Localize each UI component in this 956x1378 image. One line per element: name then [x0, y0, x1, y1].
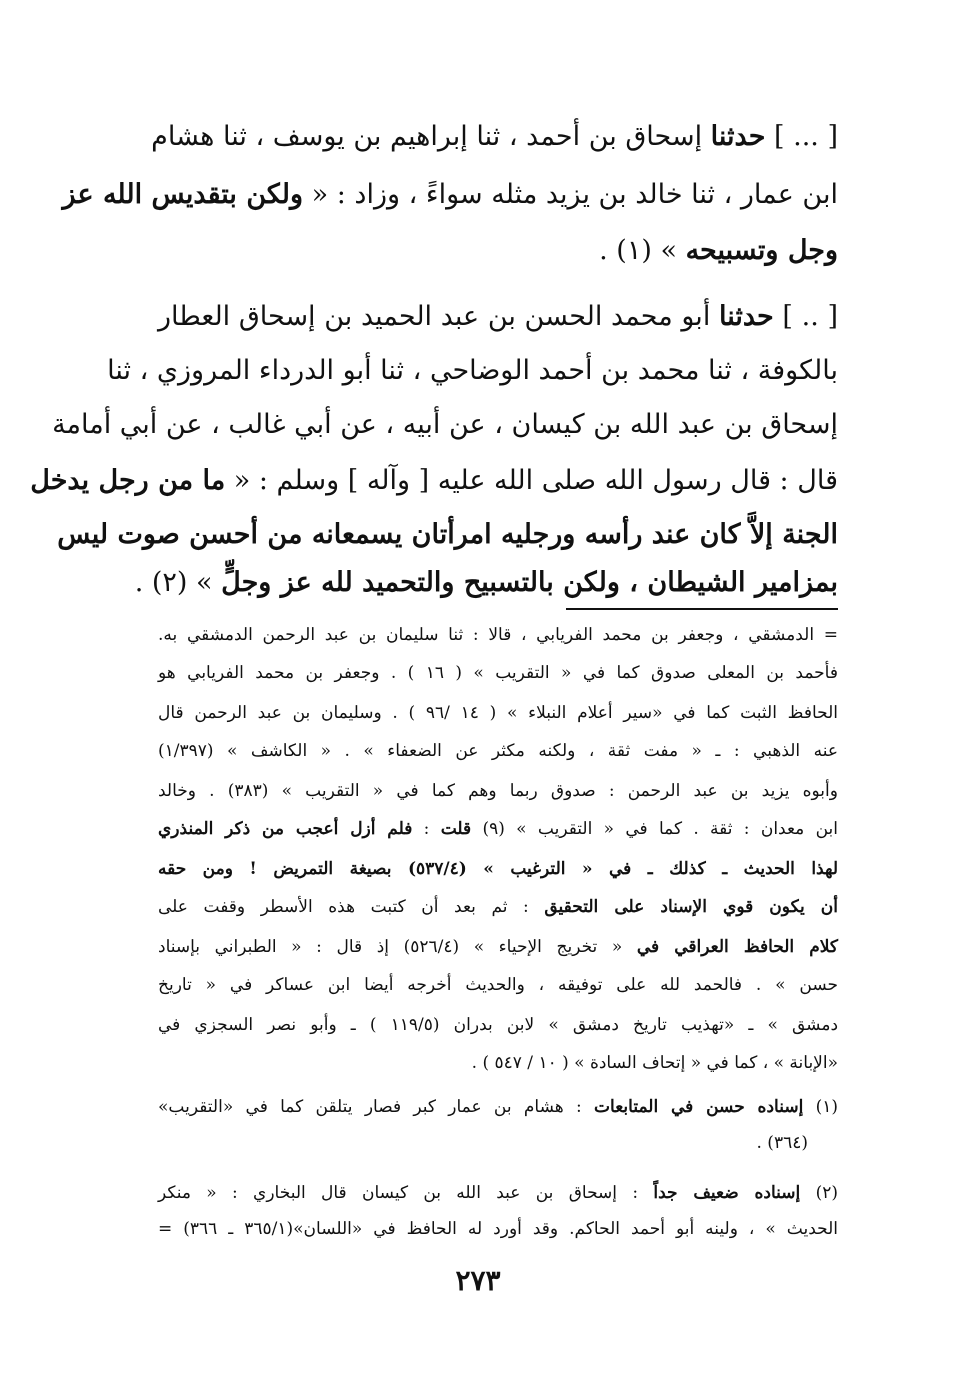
isnad-text: قال : قال رسول الله صلى الله عليه [ وآله ] وسلم : «	[225, 465, 838, 496]
hadith-2-line-2: بالكوفة ، ثنا محمد بن أحمد الوضاحي ، ثنا أبو الدرداء المروزي ، ثنا	[107, 355, 838, 386]
grading-bold: إسناده ضعيف جداً	[653, 1183, 801, 1203]
matn-bold: ولكن بتقديس الله عز	[62, 179, 304, 210]
comment-bold: لهذا الحديث ـ كذلك ـ في « الترغيب » (٥٣٧/٤) بصيغة التمريض ! ومن حقه	[158, 859, 838, 879]
bracket-marker: [ ... ]	[765, 121, 838, 152]
footnote-1-line-2: (٣٦٤) .	[756, 1133, 808, 1153]
footnote-cont-line: فأحمد بن المعلى صدوق كما في « التقريب » ( ١٦ ) . وجعفر بن محمد الفريابي هو	[158, 663, 838, 683]
footnote-text: « تخريج الإحياء » (٥٢٦/٤) إذ قال : « الطبراني بإسناد	[158, 937, 637, 957]
haddathana-bold: حدثنا	[710, 121, 766, 152]
footnote-separator	[566, 608, 838, 610]
matn-bold: بمزامير الشيطان ، ولكن بالتسبيح والتحميد لله عز وجلٍّ	[221, 567, 838, 598]
footnote-text: : ثم بعد أن كتبت هذه الأسطر وقفت على	[158, 897, 545, 917]
isnad-text: ابن عمار ، ثنا خالد بن يزيد مثله سواءً ، وزاد : «	[303, 179, 838, 210]
footnote-cont-line	[158, 890, 838, 924]
footnote-text: :	[412, 819, 441, 839]
isnad-text: إسحاق بن أحمد ، ثنا إبراهيم بن يوسف ، ثنا هشام	[151, 121, 711, 152]
comment-bold: أن يكون قوي الإسناد على التحقيق	[544, 897, 838, 917]
matn-bold: الجنة إلاَّ كان عند رأسه ورجليه امرأتان يسمعانه من أحسن صوت ليس	[57, 519, 838, 550]
matn-bold: ما من رجل يدخل	[30, 465, 226, 496]
comment-bold: كلام الحافظ العراقي في	[636, 937, 839, 957]
footnote-cont-line	[158, 852, 838, 886]
footnote-number: (٢)	[800, 1183, 838, 1203]
footnote-cont-line: عنه الذهبي : ـ « مفت ثقة ، ولكنه مكثر عن الضعفاء » . « الكاشف » (١/٣٩٧)	[158, 741, 839, 761]
hadith-2-line-3: إسحاق بن عبد الله بن كيسان ، عن أبيه ، عن أبي غالب ، عن أبي أمامة	[52, 409, 838, 440]
footnote-cont-line: حسن » . فالحمد لله على توفيقه ، والحديث أخرجه أيضا ابن عساكر في « تاريخ	[158, 975, 838, 995]
qultu-bold: قلت	[440, 819, 472, 839]
footnote-cont-line	[158, 930, 838, 964]
hadith-1-line-2	[62, 170, 838, 220]
footnote-ref: » (١) .	[599, 235, 686, 266]
hadith-1-line-1	[151, 112, 838, 162]
hadith-1-line-3	[158, 226, 838, 276]
hadith-2-line-1	[158, 292, 838, 342]
footnote-text: : هشام بن عمار كبر فصار يتلقن كما في «التقريب»	[158, 1097, 595, 1117]
footnote-cont-line: دمشق » ـ «تهذيب تاريخ دمشق » لابن بدران (١١٩/٥ ) ـ وأبو نصر السجزي في	[158, 1015, 839, 1035]
haddathana-bold: حدثنا	[719, 301, 774, 332]
page-number: ٢٧٣	[455, 1264, 501, 1297]
footnote-cont-line: الحافظ الثبت كما في «سير أعلام النبلاء » ( ١٤ /٩٦ ) . وسليمان بن عبد الرحمن قال	[158, 703, 838, 723]
footnote-2-line-2: الحديث » ، ولينه أبو أحمد الحاكم. وقد أورد له الحافظ في «اللسان»(٣٦٥/١ ـ ٣٦٦) =	[158, 1219, 839, 1239]
hadith-2-line-4	[30, 456, 838, 506]
grading-bold: إسناده حسن في المتابعات	[594, 1097, 804, 1117]
hadith-2-line-6	[134, 558, 838, 608]
footnote-text: : إسحاق بن عبد الله بن كيسان قال البخاري : « منكر	[158, 1183, 654, 1203]
bracket-marker: [ .. ]	[773, 301, 838, 332]
comment-bold: فلم أزل أعجب من ذكر المنذري	[158, 819, 413, 839]
footnote-ref: » (٢) .	[134, 567, 222, 598]
isnad-text: أبو محمد الحسن بن عبد الحميد بن إسحاق العطار	[158, 301, 719, 332]
hadith-2-line-5	[57, 510, 838, 560]
footnote-cont-line: «الإبانة » ، كما في « إتحاف السادة » ( ١٠ / ٥٤٧ ) .	[471, 1053, 838, 1073]
footnote-2	[158, 1176, 838, 1210]
footnote-cont-line: وأبوه يزيد بن عبد الرحمن : صدوق ربما وهم كما في « التقريب » (٣٨٣) . وخالد	[158, 781, 838, 801]
footnote-text: ابن معدان : ثقة . كما في « التقريب » (٩)	[471, 819, 838, 839]
footnote-cont-line: = الدمشقي ، وجعفر بن محمد الفريابي ، قالا : ثنا سليمان بن عبد الرحمن الدمشقي به.	[158, 625, 838, 645]
footnote-1	[158, 1090, 838, 1124]
matn-bold: وجل وتسبيحه	[685, 235, 838, 266]
footnote-number: (١)	[803, 1097, 839, 1117]
footnote-cont-line	[158, 812, 838, 846]
